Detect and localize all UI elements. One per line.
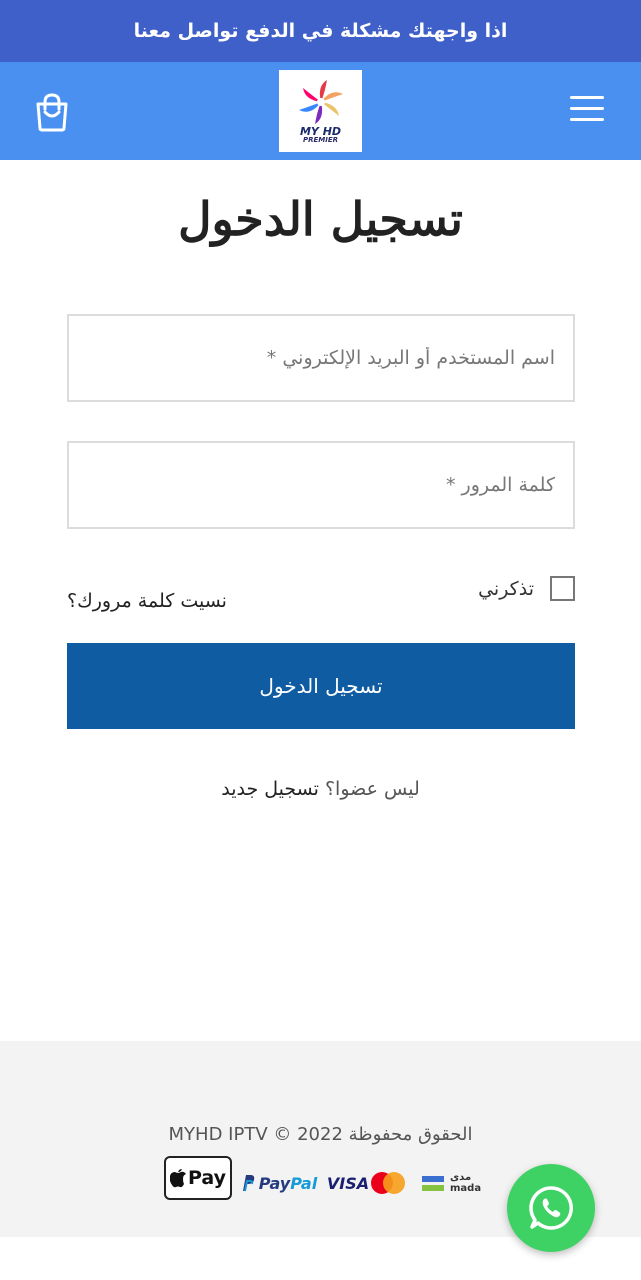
announcement-text: اذا واجهتك مشكلة في الدفع تواصل معنا xyxy=(133,20,508,42)
logo-line2: PREMIER xyxy=(302,136,339,144)
visa-badge xyxy=(327,1163,369,1203)
mada-badge xyxy=(422,1163,482,1203)
visa-text: VISA xyxy=(326,1173,370,1193)
mastercard-icon xyxy=(370,1163,406,1203)
paypal-badge xyxy=(240,1163,318,1203)
paypal-icon xyxy=(241,1174,255,1192)
paypal-text-a: Pay xyxy=(258,1173,291,1193)
cart-icon[interactable] xyxy=(34,92,70,132)
whatsapp-chat-button[interactable] xyxy=(507,1164,595,1252)
apple-pay-badge xyxy=(164,1156,232,1200)
username-field[interactable] xyxy=(67,314,575,402)
password-field[interactable] xyxy=(67,441,575,529)
forgot-password-link[interactable]: نسيت كلمة مرورك؟ xyxy=(67,590,227,612)
apple-icon xyxy=(170,1169,186,1188)
announcement-bar xyxy=(0,0,641,62)
apple-pay-text: Pay xyxy=(187,1167,227,1189)
site-logo[interactable] xyxy=(279,70,362,152)
logo-line1: MY HD xyxy=(299,125,342,138)
register-link[interactable]: تسجيل جديد xyxy=(221,778,319,800)
hamburger-menu-icon[interactable] xyxy=(570,96,604,124)
whatsapp-icon xyxy=(526,1183,576,1233)
paypal-text-b: Pal xyxy=(290,1173,318,1193)
mada-text-en: mada xyxy=(450,1183,482,1194)
login-button[interactable]: تسجيل الدخول xyxy=(67,643,575,729)
page-title: تسجيل الدخول xyxy=(178,192,463,246)
logo-pinwheel-icon xyxy=(295,78,347,126)
mada-icon xyxy=(422,1176,444,1191)
mada-text-ar: مدى xyxy=(450,1172,472,1183)
remember-label: تذكرني xyxy=(478,577,534,600)
register-prompt xyxy=(0,778,641,800)
site-header xyxy=(0,62,641,160)
remember-me[interactable] xyxy=(478,576,575,601)
logo-wordmark xyxy=(300,126,341,144)
remember-checkbox[interactable] xyxy=(550,576,575,601)
register-question: ليس عضوا؟ xyxy=(324,778,420,800)
copyright-text: الحقوق محفوظة 2022 © MYHD IPTV xyxy=(168,1124,473,1145)
